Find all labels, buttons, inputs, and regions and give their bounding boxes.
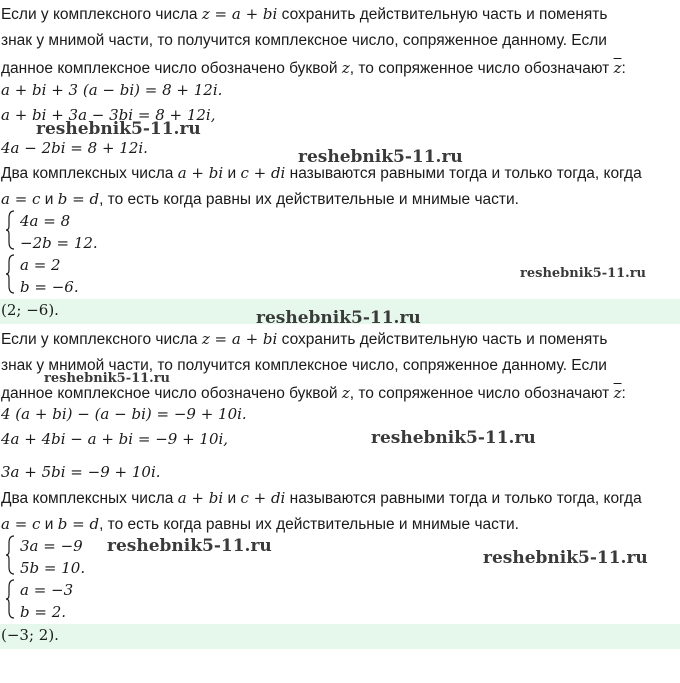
equation-4: 4 (a + bi) − (a − bi) = −9 + 10i. <box>1 405 247 423</box>
condition-line-1b <box>1 488 642 509</box>
condition-text: , то есть когда равны их действительные и мнимые части. <box>99 191 519 208</box>
equation-2: a + bi + 3a − 3bi = 8 + 12i, <box>1 106 216 124</box>
intro-text: сохранить действительную часть и поменять <box>281 6 608 23</box>
system-row: b = 2. <box>20 603 67 621</box>
condition-line-2b <box>1 514 519 535</box>
answer-2 <box>0 624 680 649</box>
watermark: reshebnik5-11.ru <box>298 147 463 167</box>
system-row: −2b = 12. <box>20 234 98 252</box>
condition-text: и <box>227 490 237 507</box>
watermark: reshebnik5-11.ru <box>36 119 201 139</box>
condition-expr: a = c <box>1 190 41 208</box>
system-4 <box>2 579 73 623</box>
system-row: a = 2 <box>20 256 61 274</box>
intro-text: сохранить действительную часть и поменять <box>281 331 608 348</box>
watermark: reshebnik5-11.ru <box>483 548 648 568</box>
system-1 <box>2 210 98 254</box>
system-row: 3a = −9 <box>20 537 83 555</box>
intro-text: данное комплексное число обозначено буквой <box>1 385 338 402</box>
intro-text: знак у мнимой части, то получится комплексное число, сопряженное данному. Если <box>1 32 607 49</box>
system-row: a = −3 <box>20 581 74 599</box>
intro-colon: : <box>621 385 626 402</box>
condition-expr: b = d <box>57 190 100 208</box>
condition-expr: c + di <box>240 489 286 507</box>
condition-text: и <box>227 165 237 182</box>
condition-text: Два комплексных числа <box>1 490 174 507</box>
intro-equation: z = a + bi <box>201 330 278 348</box>
system-2 <box>2 254 79 298</box>
intro-equation: z = a + bi <box>201 5 278 23</box>
intro-line-3 <box>1 58 626 79</box>
condition-line-2 <box>1 189 519 210</box>
condition-text: , то есть когда равны их действительные и мнимые части. <box>99 516 519 533</box>
equation-3: 4a − 2bi = 8 + 12i. <box>1 139 148 157</box>
answer-text: (−3; 2). <box>1 626 59 644</box>
watermark: reshebnik5-11.ru <box>107 536 272 556</box>
intro-text: знак у мнимой части, то получится комплексное число, сопряженное данному. Если <box>1 357 607 374</box>
system-row: 5b = 10. <box>20 559 86 577</box>
system-row: b = −6. <box>20 278 79 296</box>
intro-text: , то сопряженное число обозначают <box>349 60 610 77</box>
conjugate-symbol: $\overline{z}$ <box>613 59 622 77</box>
condition-text: называются равными тогда и только тогда, когда <box>289 490 642 507</box>
condition-text: называются равными тогда и только тогда, когда <box>289 165 642 182</box>
intro-var: z <box>341 384 350 402</box>
answer-text: (2; −6). <box>1 301 59 319</box>
intro-text: Если у комплексного числа <box>1 331 198 348</box>
equation-6: 3a + 5bi = −9 + 10i. <box>1 463 161 481</box>
intro-text: Если у комплексного числа <box>1 6 198 23</box>
equation-1: a + bi + 3 (a − bi) = 8 + 12i. <box>1 81 223 99</box>
watermark: reshebnik5-11.ru <box>371 428 536 448</box>
intro-line-3b <box>1 383 626 404</box>
intro-line-1b <box>1 329 607 350</box>
watermark: reshebnik5-11.ru <box>256 308 421 328</box>
condition-text: и <box>44 516 54 533</box>
intro-var: z <box>341 59 350 77</box>
intro-colon: : <box>621 60 626 77</box>
intro-text: данное комплексное число обозначено буквой <box>1 60 338 77</box>
intro-line-1 <box>1 4 607 25</box>
condition-expr: a = c <box>1 515 41 533</box>
intro-line-2 <box>1 31 607 51</box>
system-3 <box>2 535 85 579</box>
watermark: reshebnik5-11.ru <box>520 266 647 281</box>
condition-text: и <box>44 191 54 208</box>
intro-text: , то сопряженное число обозначают <box>349 385 610 402</box>
conjugate-symbol: $\overline{z}$ <box>613 384 622 402</box>
watermark: reshebnik5-11.ru <box>44 371 171 386</box>
condition-text: Два комплексных числа <box>1 165 174 182</box>
condition-expr: a + bi <box>177 489 224 507</box>
equation-5: 4a + 4bi − a + bi = −9 + 10i, <box>1 430 229 448</box>
condition-expr: c + di <box>240 164 286 182</box>
system-row: 4a = 8 <box>20 212 71 230</box>
condition-expr: b = d <box>57 515 100 533</box>
condition-expr: a + bi <box>177 164 224 182</box>
